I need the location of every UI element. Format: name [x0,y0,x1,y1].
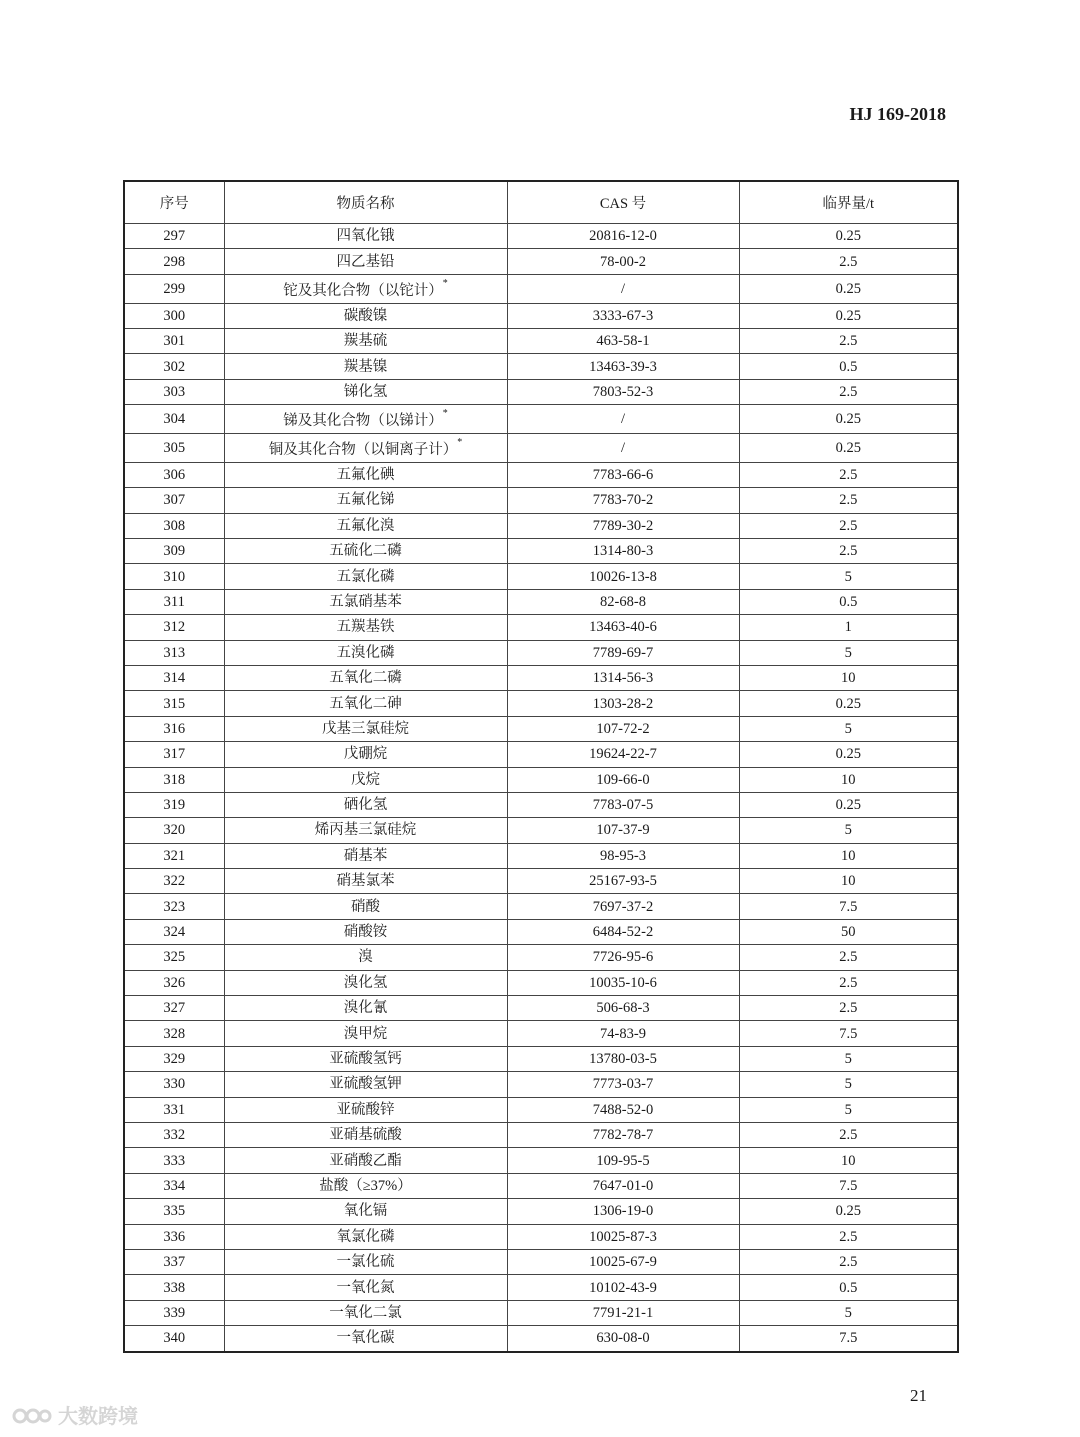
cell-quantity: 2.5 [739,539,958,564]
table-row [124,742,958,767]
cell-name [224,249,507,274]
cell-name [224,1097,507,1122]
substance-name: 一氧化碳 [336,1330,395,1347]
cell-no: 325 [124,945,224,970]
cell-name [224,1046,507,1071]
table-row [124,818,958,843]
cell-cas: 13463-39-3 [507,354,739,379]
cell-name [224,1021,507,1046]
cell-cas: / [507,405,739,434]
cell-name [224,1300,507,1325]
cell-cas: 6484-52-2 [507,919,739,944]
cell-name [224,869,507,894]
cell-quantity: 2.5 [739,1122,958,1147]
table-row [124,1046,958,1071]
table-row [124,1097,958,1122]
table-row [124,691,958,716]
watermark-logo-icon [12,1402,52,1428]
cell-quantity: 0.25 [739,691,958,716]
cell-cas: 7791-21-1 [507,1300,739,1325]
cell-no: 312 [124,615,224,640]
cell-cas: 10102-43-9 [507,1275,739,1300]
table-row [124,843,958,868]
cell-quantity: 5 [739,716,958,741]
cell-quantity: 2.5 [739,970,958,995]
cell-cas: 7697-37-2 [507,894,739,919]
substance-name: 溴化氰 [343,1000,388,1017]
substance-name: 一氧化二氯 [329,1304,402,1321]
table-header-row [124,181,958,224]
column-header-name: 物质名称 [224,181,507,224]
table-row [124,1173,958,1198]
table-row [124,970,958,995]
cell-quantity: 0.5 [739,1275,958,1300]
cell-quantity: 7.5 [739,1021,958,1046]
table-body [124,224,958,1352]
cell-quantity: 2.5 [739,488,958,513]
cell-name [224,742,507,767]
substance-name: 四氧化锇 [336,228,395,245]
substance-name: 硒化氢 [343,797,388,814]
cell-cas: 10035-10-6 [507,970,739,995]
cell-no: 330 [124,1072,224,1097]
cell-quantity: 2.5 [739,513,958,538]
cell-quantity: 0.25 [739,742,958,767]
table-row [124,274,958,303]
column-header-cas: CAS 号 [507,181,739,224]
cell-name [224,224,507,249]
cell-quantity: 7.5 [739,894,958,919]
cell-cas: 7647-01-0 [507,1173,739,1198]
cell-name [224,303,507,328]
substance-name: 硝基氯苯 [336,873,395,890]
substance-table [123,180,959,1353]
cell-cas: / [507,274,739,303]
cell-quantity: 5 [739,1097,958,1122]
substance-name: 戊烷 [351,771,380,788]
cell-no: 340 [124,1326,224,1352]
substance-name: 铜及其化合物（以铜离子计） [268,441,458,458]
cell-no: 316 [124,716,224,741]
cell-no: 333 [124,1148,224,1173]
substance-name: 硝酸 [351,898,380,915]
column-header-no: 序号 [124,181,224,224]
cell-quantity: 0.5 [739,589,958,614]
cell-no: 313 [124,640,224,665]
table-row [124,513,958,538]
substance-name: 亚硫酸氢钙 [329,1051,402,1067]
cell-name [224,691,507,716]
table-row [124,488,958,513]
watermark [12,1400,138,1429]
cell-quantity: 0.25 [739,274,958,303]
cell-no: 319 [124,792,224,817]
table-row [124,434,958,463]
table-row [124,405,958,434]
cell-quantity: 0.25 [739,303,958,328]
column-header-quantity: 临界量/t [739,181,958,224]
cell-quantity: 2.5 [739,1249,958,1274]
substance-name: 烯丙基三氯硅烷 [314,822,417,839]
substance-name: 铊及其化合物（以铊计） [283,282,443,299]
cell-cas: 7789-30-2 [507,513,739,538]
cell-cas: 10025-87-3 [507,1224,739,1249]
cell-quantity: 2.5 [739,1224,958,1249]
cell-cas: 1314-80-3 [507,539,739,564]
cell-no: 305 [124,434,224,463]
cell-cas: 19624-22-7 [507,742,739,767]
cell-name [224,539,507,564]
cell-no: 309 [124,539,224,564]
cell-name [224,462,507,487]
cell-no: 308 [124,513,224,538]
substance-name: 五氟化碘 [336,467,395,484]
cell-name [224,1148,507,1173]
substance-name: 亚硫酸氢钾 [329,1076,402,1093]
cell-quantity: 5 [739,564,958,589]
table-row [124,224,958,249]
cell-name [224,1173,507,1198]
cell-name [224,767,507,792]
table-row [124,665,958,690]
table-row [124,1300,958,1325]
cell-name [224,1122,507,1147]
cell-no: 334 [124,1173,224,1198]
cell-no: 304 [124,405,224,434]
table-row [124,462,958,487]
table-row [124,1021,958,1046]
substance-name: 硝酸铵 [343,924,388,941]
cell-cas: 7783-07-5 [507,792,739,817]
cell-no: 315 [124,691,224,716]
cell-name [224,354,507,379]
cell-no: 323 [124,894,224,919]
cell-name [224,665,507,690]
cell-name [224,996,507,1021]
cell-no: 328 [124,1021,224,1046]
cell-name [224,488,507,513]
cell-no: 338 [124,1275,224,1300]
cell-no: 337 [124,1249,224,1274]
cell-quantity: 2.5 [739,379,958,404]
cell-name [224,434,507,463]
cell-name [224,640,507,665]
table-row [124,1224,958,1249]
cell-quantity: 5 [739,1046,958,1071]
cell-quantity: 1 [739,615,958,640]
substance-name: 亚硫酸锌 [336,1101,395,1118]
cell-cas: 1303-28-2 [507,691,739,716]
cell-quantity: 0.25 [739,434,958,463]
table-row [124,303,958,328]
substance-name: 锑化氢 [343,383,388,400]
cell-name [224,818,507,843]
substance-name: 亚硝基硫酸 [329,1127,402,1144]
cell-cas: 74-83-9 [507,1021,739,1046]
substance-name: 羰基镍 [343,358,388,375]
substance-name: 五氧化二砷 [329,695,402,712]
cell-no: 317 [124,742,224,767]
substance-name: 亚硝酸乙酯 [329,1152,402,1169]
cell-no: 339 [124,1300,224,1325]
cell-name [224,589,507,614]
cell-quantity: 10 [739,1148,958,1173]
table-row [124,996,958,1021]
cell-cas: 7488-52-0 [507,1097,739,1122]
cell-no: 307 [124,488,224,513]
footnote-mark: * [442,408,448,420]
cell-quantity: 10 [739,843,958,868]
table-row [124,1148,958,1173]
cell-no: 318 [124,767,224,792]
cell-no: 299 [124,274,224,303]
table-row [124,329,958,354]
table-row [124,640,958,665]
cell-cas: 109-95-5 [507,1148,739,1173]
cell-name [224,329,507,354]
substance-name: 五羰基铁 [336,619,395,636]
substance-name: 硝基苯 [343,847,388,864]
substance-name: 五氯硝基苯 [329,593,402,610]
cell-no: 327 [124,996,224,1021]
cell-cas: 7783-66-6 [507,462,739,487]
cell-name [224,1072,507,1097]
watermark-text: 大数跨境 [58,1404,138,1428]
cell-name [224,513,507,538]
cell-name [224,792,507,817]
cell-cas: 7783-70-2 [507,488,739,513]
cell-cas: 98-95-3 [507,843,739,868]
table-row [124,1199,958,1224]
cell-cas: 82-68-8 [507,589,739,614]
cell-quantity: 2.5 [739,249,958,274]
cell-no: 306 [124,462,224,487]
cell-quantity: 10 [739,665,958,690]
cell-no: 314 [124,665,224,690]
cell-cas: 25167-93-5 [507,869,739,894]
cell-no: 303 [124,379,224,404]
cell-name [224,564,507,589]
cell-name [224,919,507,944]
table-row [124,539,958,564]
cell-cas: 109-66-0 [507,767,739,792]
substance-name: 五氟化溴 [336,517,395,534]
substance-name: 一氯化硫 [336,1254,395,1271]
cell-name [224,1275,507,1300]
cell-name [224,945,507,970]
cell-name [224,1249,507,1274]
table-row [124,767,958,792]
substance-name: 盐酸（≥37%） [319,1177,412,1194]
document-code: HJ 169-2018 [849,104,946,124]
cell-quantity: 0.25 [739,1199,958,1224]
table-row [124,249,958,274]
substance-name: 溴甲烷 [343,1025,388,1042]
table-row [124,379,958,404]
cell-no: 329 [124,1046,224,1071]
table-row [124,1072,958,1097]
cell-quantity: 10 [739,869,958,894]
substance-name: 羰基硫 [343,333,388,350]
table-row [124,589,958,614]
substance-name: 五氯化磷 [336,568,395,585]
cell-quantity: 0.25 [739,224,958,249]
table-row [124,1249,958,1274]
cell-no: 332 [124,1122,224,1147]
substance-name: 碳酸镍 [343,307,388,324]
cell-quantity: 5 [739,818,958,843]
table-row [124,792,958,817]
cell-cas: 463-58-1 [507,329,739,354]
cell-no: 336 [124,1224,224,1249]
cell-quantity: 10 [739,767,958,792]
cell-cas: 107-72-2 [507,716,739,741]
cell-cas: 3333-67-3 [507,303,739,328]
cell-name [224,615,507,640]
cell-cas: 7726-95-6 [507,945,739,970]
cell-name [224,274,507,303]
cell-no: 298 [124,249,224,274]
table-row [124,945,958,970]
substance-name: 四乙基铅 [336,253,395,270]
cell-quantity: 0.25 [739,405,958,434]
substance-name: 五溴化磷 [336,644,395,661]
cell-cas: / [507,434,739,463]
table-row [124,564,958,589]
footnote-mark: * [457,437,463,448]
table-row [124,869,958,894]
cell-cas: 13463-40-6 [507,615,739,640]
cell-no: 301 [124,329,224,354]
cell-quantity: 5 [739,640,958,665]
cell-no: 320 [124,818,224,843]
substance-name: 戊基三氯硅烷 [322,720,409,737]
cell-cas: 7782-78-7 [507,1122,739,1147]
cell-name [224,843,507,868]
cell-no: 310 [124,564,224,589]
cell-cas: 7803-52-3 [507,379,739,404]
substance-name: 五硫化二磷 [329,543,402,560]
cell-no: 331 [124,1097,224,1122]
cell-quantity: 7.5 [739,1326,958,1352]
cell-quantity: 2.5 [739,462,958,487]
cell-quantity: 5 [739,1072,958,1097]
table-row [124,716,958,741]
cell-cas: 13780-03-5 [507,1046,739,1071]
cell-no: 302 [124,354,224,379]
cell-no: 300 [124,303,224,328]
table-row [124,1275,958,1300]
cell-no: 321 [124,843,224,868]
substance-name: 五氟化锑 [336,492,395,509]
cell-cas: 7773-03-7 [507,1072,739,1097]
substance-name: 戊硼烷 [343,746,388,763]
cell-quantity: 2.5 [739,996,958,1021]
cell-cas: 506-68-3 [507,996,739,1021]
table-row [124,894,958,919]
cell-cas: 7789-69-7 [507,640,739,665]
substance-name: 五氧化二磷 [329,670,402,687]
cell-cas: 78-00-2 [507,249,739,274]
cell-no: 326 [124,970,224,995]
substance-name: 溴 [358,949,373,966]
cell-no: 311 [124,589,224,614]
table-row [124,354,958,379]
cell-quantity: 2.5 [739,945,958,970]
substance-name: 氧氯化磷 [336,1228,395,1245]
cell-quantity: 7.5 [739,1173,958,1198]
cell-quantity: 5 [739,1300,958,1325]
cell-cas: 107-37-9 [507,818,739,843]
substance-name: 锑及其化合物（以锑计） [283,413,443,429]
substance-name: 一氧化氮 [336,1279,395,1296]
cell-name [224,894,507,919]
cell-quantity: 2.5 [739,329,958,354]
substance-name: 氧化镉 [343,1203,388,1220]
cell-name [224,1326,507,1352]
cell-no: 335 [124,1199,224,1224]
table-row [124,1326,958,1352]
table-row [124,919,958,944]
cell-cas: 1306-19-0 [507,1199,739,1224]
cell-cas: 630-08-0 [507,1326,739,1352]
cell-no: 297 [124,224,224,249]
cell-quantity: 0.5 [739,354,958,379]
cell-name [224,1199,507,1224]
cell-cas: 10026-13-8 [507,564,739,589]
cell-cas: 1314-56-3 [507,665,739,690]
substance-name: 溴化氢 [343,974,388,991]
cell-quantity: 0.25 [739,792,958,817]
cell-name [224,379,507,404]
table-row [124,615,958,640]
cell-name [224,405,507,434]
cell-cas: 20816-12-0 [507,224,739,249]
footnote-mark: * [442,277,448,289]
cell-no: 322 [124,869,224,894]
cell-quantity: 50 [739,919,958,944]
cell-no: 324 [124,919,224,944]
cell-name [224,1224,507,1249]
cell-name [224,716,507,741]
cell-name [224,970,507,995]
table-row [124,1122,958,1147]
page-number: 21 [910,1386,927,1405]
cell-cas: 10025-67-9 [507,1249,739,1274]
